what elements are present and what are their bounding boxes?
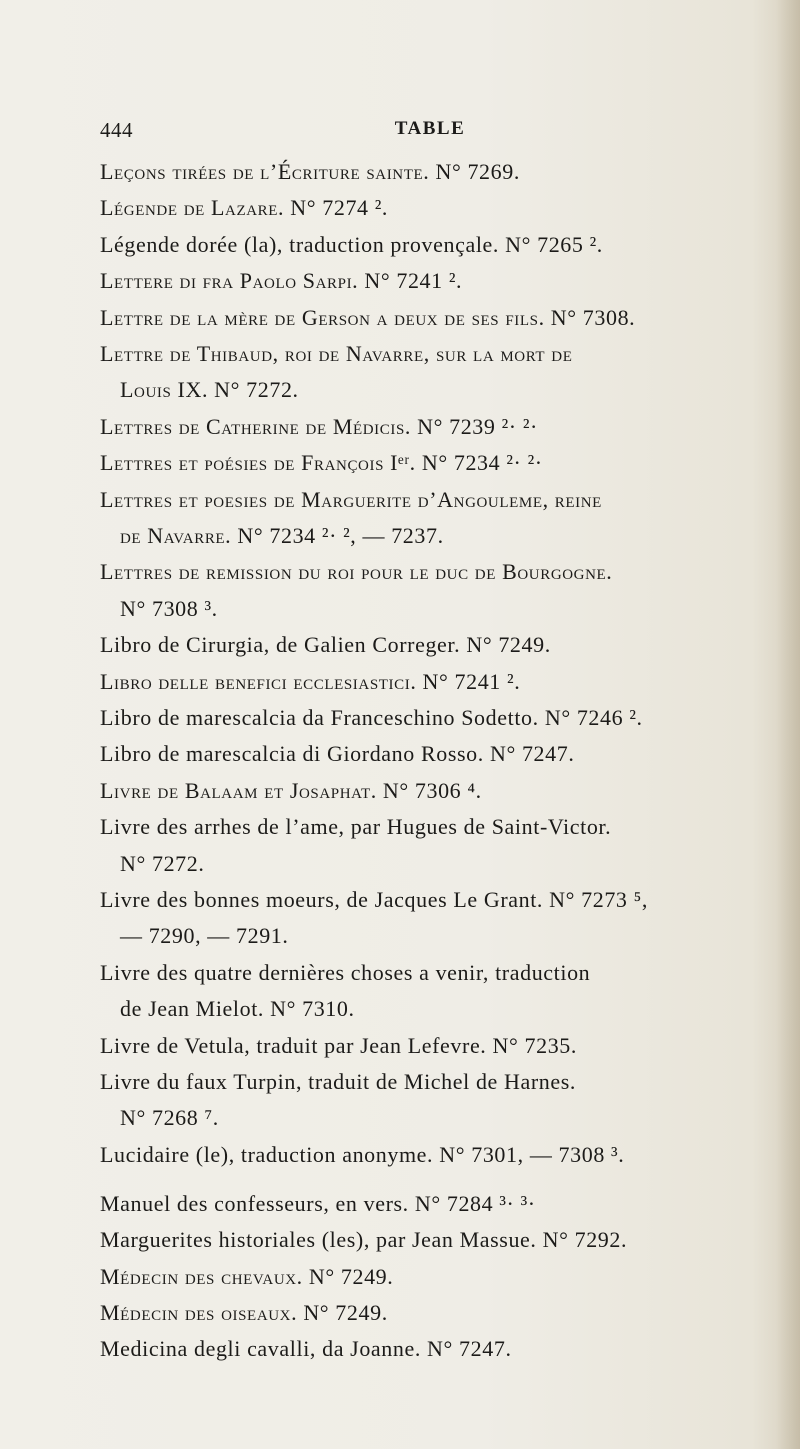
entry-line: Lucidaire (le), traduction anonyme. N° 7301, — 7308 ³. [100, 1142, 625, 1167]
entry-line: Libro de marescalcia di Giordano Rosso. N° 7247. [100, 741, 575, 766]
entry-line: Lettres et poesies de Marguerite d’Angouleme, reine [100, 487, 602, 512]
entry-line-continued: de Navarre. N° 7234 ²· ², — 7237. [120, 523, 444, 548]
entry-line-continued: — 7290, — 7291. [120, 923, 289, 948]
page-edge-shadow [776, 0, 800, 1449]
entry-line: Médecin des chevaux. N° 7249. [100, 1264, 394, 1289]
entry-line: Légende de Lazare. N° 7274 ². [100, 195, 389, 220]
entry-line: Lettres et poésies de François Iᵉʳ. N° 7234 ²· ²· [100, 450, 543, 475]
running-title: TABLE [394, 118, 466, 139]
page-number: 444 [100, 118, 133, 142]
entry-line: Livre des bonnes moeurs, de Jacques Le Grant. N° 7273 ⁵, [100, 887, 648, 912]
entry-line: Marguerites historiales (les), par Jean Massue. N° 7292. [100, 1227, 628, 1252]
entry-line: Leçons tirées de l’Écriture sainte. N° 7269. [100, 159, 520, 184]
entry-line: Lettre de Thibaud, roi de Navarre, sur la mort de [100, 341, 573, 366]
entry-line: Livre de Vetula, traduit par Jean Lefevre. N° 7235. [100, 1033, 577, 1058]
entry-line: Livre de Balaam et Josaphat. N° 7306 ⁴. [100, 778, 482, 803]
entry-line: Livre du faux Turpin, traduit de Michel de Harnes. [100, 1069, 577, 1094]
entry-line: Manuel des confesseurs, en vers. N° 7284 ³· ³· [100, 1191, 536, 1216]
entry-line: Lettres de remission du roi pour le duc de Bourgogne. [100, 559, 613, 584]
entry-line-continued: N° 7272. [120, 851, 205, 876]
entry-line: Médecin des oiseaux. N° 7249. [100, 1300, 388, 1325]
entry-line-continued: Louis IX. N° 7272. [120, 377, 299, 402]
entry-line: Libro de marescalcia da Franceschino Sodetto. N° 7246 ². [100, 705, 643, 730]
entry-line-continued: N° 7308 ³. [120, 596, 218, 621]
entry-line: Livre des arrhes de l’ame, par Hugues de Saint-Victor. [100, 814, 612, 839]
entry-line: Légende dorée (la), traduction provençale. N° 7265 ². [100, 232, 603, 257]
entry-line-continued: N° 7268 ⁷. [120, 1105, 219, 1130]
entry-line: Livre des quatre dernières choses a venir, traduction [100, 960, 591, 985]
entry-line: Lettre de la mère de Gerson a deux de ses fils. N° 7308. [100, 305, 636, 330]
entry-line-continued: de Jean Mielot. N° 7310. [120, 996, 355, 1021]
entry-line: Libro delle benefici ecclesiastici. N° 7241 ². [100, 669, 521, 694]
page-header [100, 118, 760, 142]
entry-line: Lettere di fra Paolo Sarpi. N° 7241 ². [100, 268, 463, 293]
entry-line: Medicina degli cavalli, da Joanne. N° 7247. [100, 1336, 512, 1361]
entry-line: Lettres de Catherine de Médicis. N° 7239 ²· ²· [100, 414, 538, 439]
entry-line: Libro de Cirurgia, de Galien Correger. N° 7249. [100, 632, 551, 657]
